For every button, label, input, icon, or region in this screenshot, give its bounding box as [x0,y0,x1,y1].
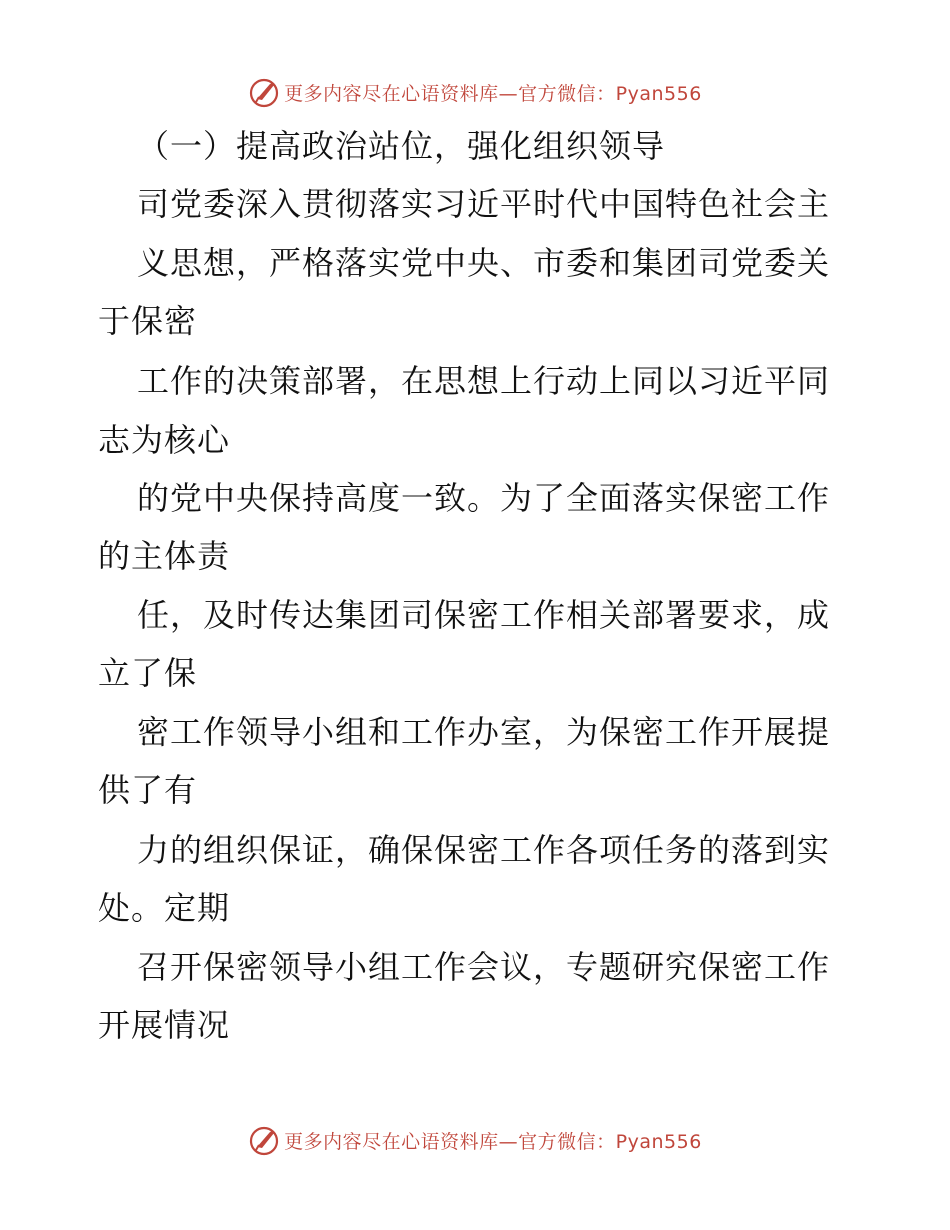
text-line: 的主体责 [98,537,231,575]
text-line: 志为核心 [98,421,231,459]
text-line: 任，及时传达集团司保密工作相关部署要求，成 [137,596,831,634]
text-line: 立了保 [98,654,198,692]
feather-pen-logo-icon [248,76,280,108]
feather-pen-logo-icon [248,1124,280,1156]
text-line: 司党委深入贯彻落实习近平时代中国特色社会主 [137,185,831,223]
footer-banner [0,1120,950,1160]
text-line: 密工作领导小组和工作办室，为保密工作开展提 [137,713,831,751]
banner-text: 更多内容尽在心语资料库—官方微信：Pyan556 [284,82,702,105]
header-banner [0,72,950,112]
text-line: 的党中央保持高度一致。为了全面落实保密工作 [137,479,831,517]
text-line: 召开保密领导小组工作会议，专题研究保密工作 [137,948,831,986]
text-line: 工作的决策部署，在思想上行动上同以习近平同 [137,362,831,400]
text-line: 处。定期 [98,889,231,927]
text-line: 供了有 [98,771,198,809]
text-line: 于保密 [98,302,198,340]
banner-text: 更多内容尽在心语资料库—官方微信：Pyan556 [284,1130,702,1153]
text-line: 开展情况 [98,1006,231,1044]
text-line: 力的组织保证，确保保密工作各项任务的落到实 [137,831,831,869]
section-heading: （一）提高政治站位，强化组织领导 [137,127,666,165]
text-line: 义思想，严格落实党中央、市委和集团司党委关 [137,244,831,282]
